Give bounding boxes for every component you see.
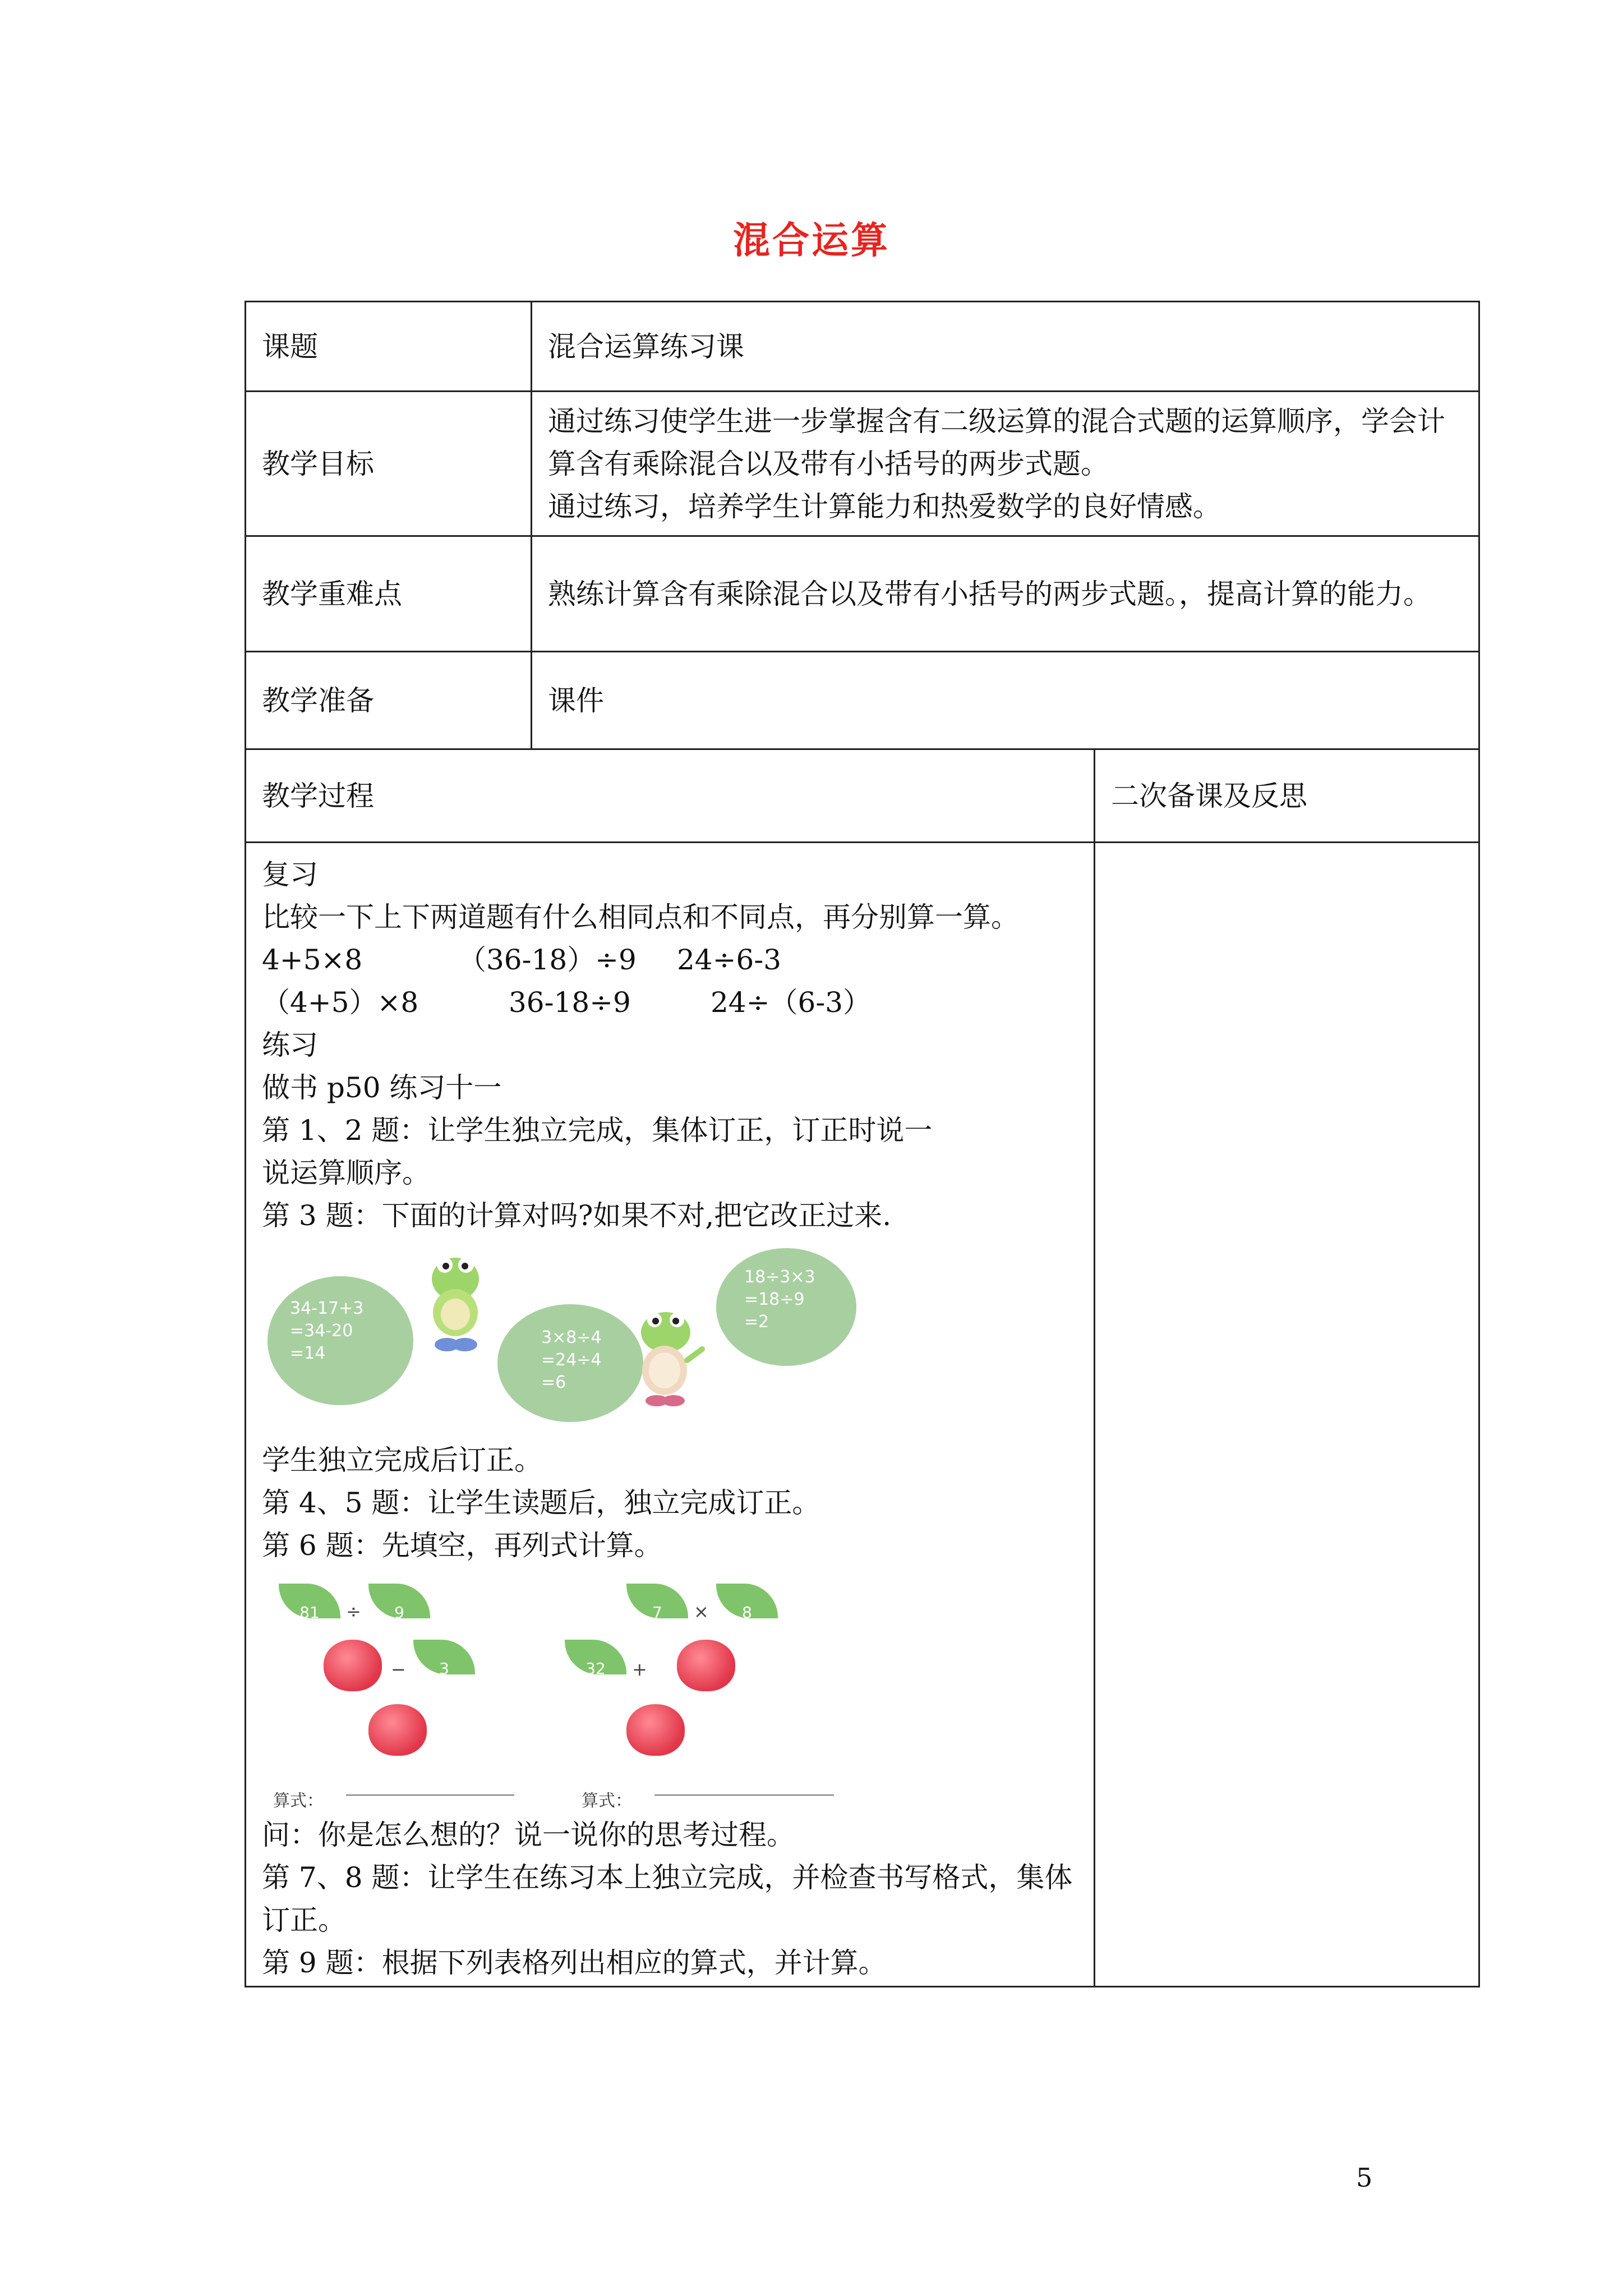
tree1-value-a: 81 — [299, 1603, 320, 1622]
leaf2-line-2: =24÷4 — [541, 1350, 602, 1370]
lilypad-1-calc — [290, 1297, 363, 1365]
book-ref: 做书 p50 练习十一 — [262, 1071, 502, 1104]
frog-icon-2 — [632, 1304, 705, 1411]
key-label: 教学重难点 — [246, 536, 532, 652]
prep-value: 课件 — [532, 652, 1479, 749]
lilypad-illustration — [262, 1237, 879, 1428]
leaf3-line-3: =2 — [744, 1312, 769, 1332]
q12-line-b: 说运算顺序。 — [262, 1157, 430, 1189]
tree1-value-b: 9 — [394, 1603, 404, 1622]
leaf1-line-1: 34-17+3 — [290, 1299, 364, 1318]
reflection-label: 二次备课及反思 — [1095, 749, 1479, 843]
leaf2-line-1: 3×8÷4 — [541, 1328, 602, 1347]
q78-line-b: 订正。 — [262, 1904, 346, 1936]
after-q3-text: 学生独立完成后订正。 — [262, 1444, 542, 1476]
lilypad-1 — [268, 1276, 413, 1405]
tree2-formula-line — [654, 1793, 834, 1796]
goal-label: 教学目标 — [246, 392, 532, 536]
process-content — [246, 843, 1095, 1987]
review-heading: 复习 — [262, 858, 318, 891]
goal-value — [532, 392, 1479, 536]
subject-label: 课题 — [246, 302, 532, 392]
key-value: 熟练计算含有乘除混合以及带有小括号的两步式题。，提高计算的能力。 — [532, 536, 1479, 652]
tree1-op1: ÷ — [346, 1601, 361, 1622]
q78-line-a: 第 7、8 题：让学生在练习本上独立完成，并检查书写格式，集体 — [262, 1861, 1073, 1894]
row-key-points — [246, 536, 1479, 652]
tree2-op2: + — [632, 1659, 647, 1680]
tree2-leaf-a — [626, 1584, 688, 1622]
tree2-leaf-b — [716, 1584, 778, 1622]
tree2-op1: × — [694, 1601, 709, 1622]
goal-line-1: 通过练习使学生进一步掌握含有二级运算的混合式题的运算顺序，学会计 — [548, 404, 1445, 438]
process-label: 教学过程 — [246, 749, 1095, 843]
page-number: 5 — [1356, 2162, 1373, 2193]
lesson-plan-table — [245, 301, 1480, 1987]
op-1b: （36-18）÷9 — [458, 944, 637, 976]
ops-row-2 — [262, 981, 1078, 1024]
tree2-apple-top — [677, 1640, 735, 1691]
tree1-apple-top — [324, 1640, 382, 1691]
lilypad-3-calc — [744, 1266, 815, 1333]
leaf1-line-3: =14 — [290, 1343, 326, 1363]
tree1-apple-bottom — [368, 1704, 427, 1756]
row-subject — [246, 302, 1479, 392]
leaf1-line-2: =34-20 — [290, 1321, 353, 1341]
op-1c: 24÷6-3 — [677, 944, 782, 976]
practice-heading: 练习 — [262, 1029, 318, 1061]
tree1-value-c: 3 — [439, 1659, 449, 1678]
tree1-op2: − — [391, 1659, 406, 1680]
tree2-value-b: 8 — [742, 1603, 752, 1622]
q3-text: 第 3 题：下面的计算对吗?如果不对,把它改正过来. — [262, 1199, 892, 1232]
leaf2-line-3: =6 — [541, 1373, 566, 1392]
op-2c: 24÷（6-3） — [711, 986, 872, 1019]
leaf3-line-1: 18÷3×3 — [744, 1267, 815, 1287]
row-goal — [246, 392, 1479, 536]
tree2-value-c: 32 — [585, 1659, 606, 1678]
reflection-content — [1095, 843, 1479, 1987]
q45-text: 第 4、5 题：让学生读题后，独立完成订正。 — [262, 1487, 820, 1519]
lilypad-3 — [716, 1248, 856, 1366]
row-process-header — [246, 749, 1479, 843]
row-process-body — [246, 843, 1479, 1987]
tree1-formula-label: 算式： — [273, 1791, 324, 1811]
apple-tree-illustration — [262, 1567, 879, 1811]
page-title: 混合运算 — [733, 218, 890, 262]
tree2-formula-label: 算式： — [582, 1791, 632, 1811]
row-prep — [246, 652, 1479, 749]
tree2-value-a: 7 — [652, 1603, 662, 1622]
goal-line-2: 算含有乘除混合以及带有小括号的两步式题。 — [548, 447, 1109, 480]
tree2-leaf-c — [565, 1640, 626, 1678]
q12-line-a: 第 1、2 题：让学生独立完成，集体订正，订正时说一 — [262, 1114, 933, 1147]
tree1-leaf-b — [368, 1584, 430, 1622]
lilypad-2 — [497, 1304, 643, 1422]
op-1a: 4+5×8 — [262, 944, 363, 976]
ops-row-1 — [262, 938, 1078, 981]
lilypad-2-calc — [541, 1327, 602, 1394]
frog-icon-1 — [425, 1248, 486, 1355]
q6-text: 第 6 题：先填空，再列式计算。 — [262, 1529, 662, 1562]
tree1-leaf-c — [413, 1640, 475, 1678]
ask-text: 问：你是怎么想的？说一说你的思考过程。 — [262, 1819, 795, 1851]
tree1-leaf-a — [279, 1584, 340, 1622]
q9-text: 第 9 题：根据下列表格列出相应的算式，并计算。 — [262, 1947, 887, 1979]
tree2-apple-bottom — [626, 1704, 685, 1756]
op-2b: 36-18÷9 — [509, 986, 631, 1019]
prep-label: 教学准备 — [246, 652, 532, 749]
goal-line-3: 通过练习，培养学生计算能力和热爱数学的良好情感。 — [548, 490, 1221, 523]
subject-value: 混合运算练习课 — [532, 302, 1479, 392]
leaf3-line-2: =18÷9 — [744, 1290, 805, 1309]
compare-text: 比较一下上下两道题有什么相同点和不同点，再分别算一算。 — [262, 901, 1019, 933]
tree1-formula-line — [346, 1793, 514, 1796]
op-2a: （4+5）×8 — [262, 986, 419, 1019]
